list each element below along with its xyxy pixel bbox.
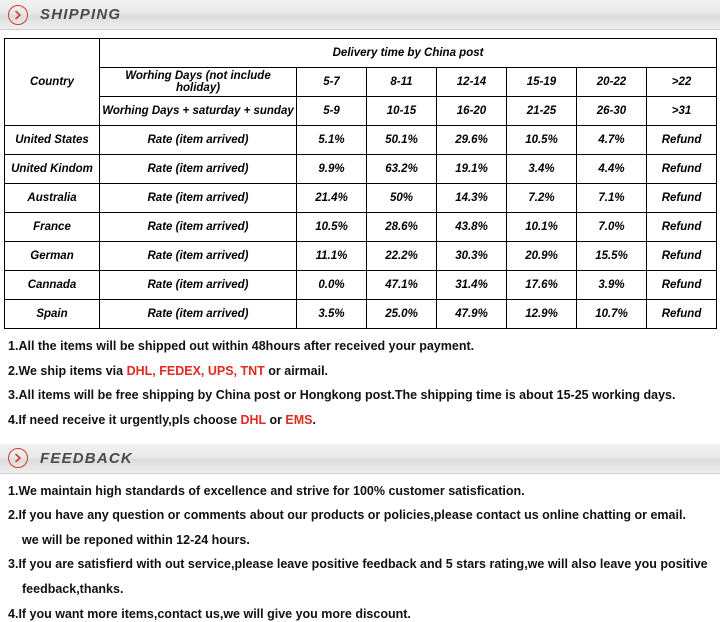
rate-value-cell: 0.0% <box>297 271 367 300</box>
rate-value-cell: 63.2% <box>367 155 437 184</box>
rate-label-cell: Rate (item arrived) <box>100 184 297 213</box>
country-cell: German <box>5 242 100 271</box>
rate-value-cell: 12.9% <box>507 300 577 329</box>
shipping-table-container <box>0 30 720 329</box>
rate-value-cell: 43.8% <box>437 213 507 242</box>
range-cell: 10-15 <box>367 97 437 126</box>
rate-value-cell: 10.7% <box>577 300 647 329</box>
rate-value-cell: 10.1% <box>507 213 577 242</box>
delivery-time-header-cell: Delivery time by China post <box>100 39 717 68</box>
working-days-weekend-label: Worhing Days + saturday + sunday <box>100 97 297 126</box>
country-cell: United States <box>5 126 100 155</box>
list-item-text: If you are satisfierd with out service,please leave positive feedback and 5 stars rating,we will also leave you positive <box>18 557 707 571</box>
rate-value-cell: 50.1% <box>367 126 437 155</box>
refund-cell: Refund <box>647 242 717 271</box>
refund-cell: Refund <box>647 213 717 242</box>
table-row <box>5 155 717 184</box>
range-cell: 20-22 <box>577 68 647 97</box>
rate-label-cell: Rate (item arrived) <box>100 155 297 184</box>
list-item-number: 4. <box>8 413 18 427</box>
rate-value-cell: 50% <box>367 184 437 213</box>
list-item-number: 3. <box>8 388 18 402</box>
list-item <box>8 413 712 429</box>
list-item-text: All items will be free shipping by China post or Hongkong post.The shipping time is about 15-25 working days. <box>18 388 675 402</box>
list-item <box>8 388 712 404</box>
list-item-text: . <box>313 413 316 427</box>
table-row <box>5 184 717 213</box>
list-item <box>22 533 712 549</box>
list-item <box>8 508 712 524</box>
chevron-right-circle-icon <box>8 448 28 468</box>
list-item-text: If you want more items,contact us,we will give you more discount. <box>18 607 410 621</box>
rate-value-cell: 22.2% <box>367 242 437 271</box>
rate-value-cell: 19.1% <box>437 155 507 184</box>
country-cell: United Kindom <box>5 155 100 184</box>
rate-value-cell: 31.4% <box>437 271 507 300</box>
refund-cell: Refund <box>647 126 717 155</box>
rate-value-cell: 4.4% <box>577 155 647 184</box>
refund-cell: Refund <box>647 184 717 213</box>
rate-value-cell: 7.1% <box>577 184 647 213</box>
rate-value-cell: 17.6% <box>507 271 577 300</box>
country-cell: Australia <box>5 184 100 213</box>
table-row <box>5 39 717 68</box>
list-item-number: 2. <box>8 364 18 378</box>
rate-label-cell: Rate (item arrived) <box>100 126 297 155</box>
list-item-number: 1. <box>8 484 18 498</box>
list-item-text: If need receive it urgently,pls choose <box>18 413 240 427</box>
range-cell: 21-25 <box>507 97 577 126</box>
list-item <box>8 557 712 573</box>
refund-cell: Refund <box>647 300 717 329</box>
rate-value-cell: 4.7% <box>577 126 647 155</box>
table-row <box>5 126 717 155</box>
list-item-text: we will be reponed within 12-24 hours. <box>22 533 250 547</box>
list-item <box>8 484 712 500</box>
rate-value-cell: 11.1% <box>297 242 367 271</box>
list-item <box>8 607 712 622</box>
table-row <box>5 97 717 126</box>
list-item <box>8 339 712 355</box>
feedback-notes-list <box>0 474 720 622</box>
country-cell: Spain <box>5 300 100 329</box>
rate-value-cell: 47.1% <box>367 271 437 300</box>
list-item-text: If you have any question or comments about our products or policies,please contact us online chatting or email. <box>18 508 685 522</box>
rate-value-cell: 3.4% <box>507 155 577 184</box>
rate-label-cell: Rate (item arrived) <box>100 300 297 329</box>
feedback-section-header <box>0 444 720 474</box>
list-item-number: 2. <box>8 508 18 522</box>
country-cell: France <box>5 213 100 242</box>
rate-value-cell: 10.5% <box>507 126 577 155</box>
rate-value-cell: 9.9% <box>297 155 367 184</box>
range-cell: 5-9 <box>297 97 367 126</box>
rate-label-cell: Rate (item arrived) <box>100 213 297 242</box>
rate-value-cell: 29.6% <box>437 126 507 155</box>
range-cell: 16-20 <box>437 97 507 126</box>
list-item-number: 3. <box>8 557 18 571</box>
country-header-cell: Country <box>5 39 100 126</box>
rate-value-cell: 7.2% <box>507 184 577 213</box>
table-row <box>5 242 717 271</box>
rate-value-cell: 14.3% <box>437 184 507 213</box>
rate-value-cell: 5.1% <box>297 126 367 155</box>
shipping-notes-list <box>0 329 720 444</box>
rate-value-cell: 28.6% <box>367 213 437 242</box>
list-item-highlight: DHL, FEDEX, UPS, TNT <box>127 364 265 378</box>
rate-value-cell: 30.3% <box>437 242 507 271</box>
rate-value-cell: 21.4% <box>297 184 367 213</box>
feedback-section-title: FEEDBACK <box>40 450 133 467</box>
table-row <box>5 300 717 329</box>
range-cell: 5-7 <box>297 68 367 97</box>
rate-value-cell: 20.9% <box>507 242 577 271</box>
range-cell: >22 <box>647 68 717 97</box>
refund-cell: Refund <box>647 271 717 300</box>
table-row <box>5 213 717 242</box>
table-row <box>5 271 717 300</box>
list-item-text: We ship items via <box>18 364 126 378</box>
list-item-text: or airmail. <box>265 364 328 378</box>
rate-label-cell: Rate (item arrived) <box>100 271 297 300</box>
range-cell: 12-14 <box>437 68 507 97</box>
list-item-text: feedback,thanks. <box>22 582 123 596</box>
list-item-highlight: DHL <box>241 413 266 427</box>
list-item-highlight: EMS <box>285 413 312 427</box>
rate-value-cell: 10.5% <box>297 213 367 242</box>
shipping-section-title: SHIPPING <box>40 6 121 23</box>
refund-cell: Refund <box>647 155 717 184</box>
list-item <box>22 582 712 598</box>
range-cell: >31 <box>647 97 717 126</box>
list-item-text: All the items will be shipped out within 48hours after received your payment. <box>18 339 474 353</box>
list-item-number: 4. <box>8 607 18 621</box>
shipping-rate-table <box>4 38 717 329</box>
chevron-right-circle-icon <box>8 5 28 25</box>
list-item-text: We maintain high standards of excellence and strive for 100% customer satisfication. <box>18 484 524 498</box>
rate-value-cell: 3.5% <box>297 300 367 329</box>
range-cell: 15-19 <box>507 68 577 97</box>
rate-label-cell: Rate (item arrived) <box>100 242 297 271</box>
rate-value-cell: 15.5% <box>577 242 647 271</box>
rate-value-cell: 25.0% <box>367 300 437 329</box>
list-item-text: or <box>266 413 285 427</box>
list-item-number: 1. <box>8 339 18 353</box>
country-cell: Cannada <box>5 271 100 300</box>
rate-value-cell: 7.0% <box>577 213 647 242</box>
list-item <box>8 364 712 380</box>
rate-value-cell: 3.9% <box>577 271 647 300</box>
range-cell: 8-11 <box>367 68 437 97</box>
rate-value-cell: 47.9% <box>437 300 507 329</box>
working-days-label: Worhing Days (not include holiday) <box>100 68 297 97</box>
shipping-section-header <box>0 0 720 30</box>
table-row <box>5 68 717 97</box>
range-cell: 26-30 <box>577 97 647 126</box>
